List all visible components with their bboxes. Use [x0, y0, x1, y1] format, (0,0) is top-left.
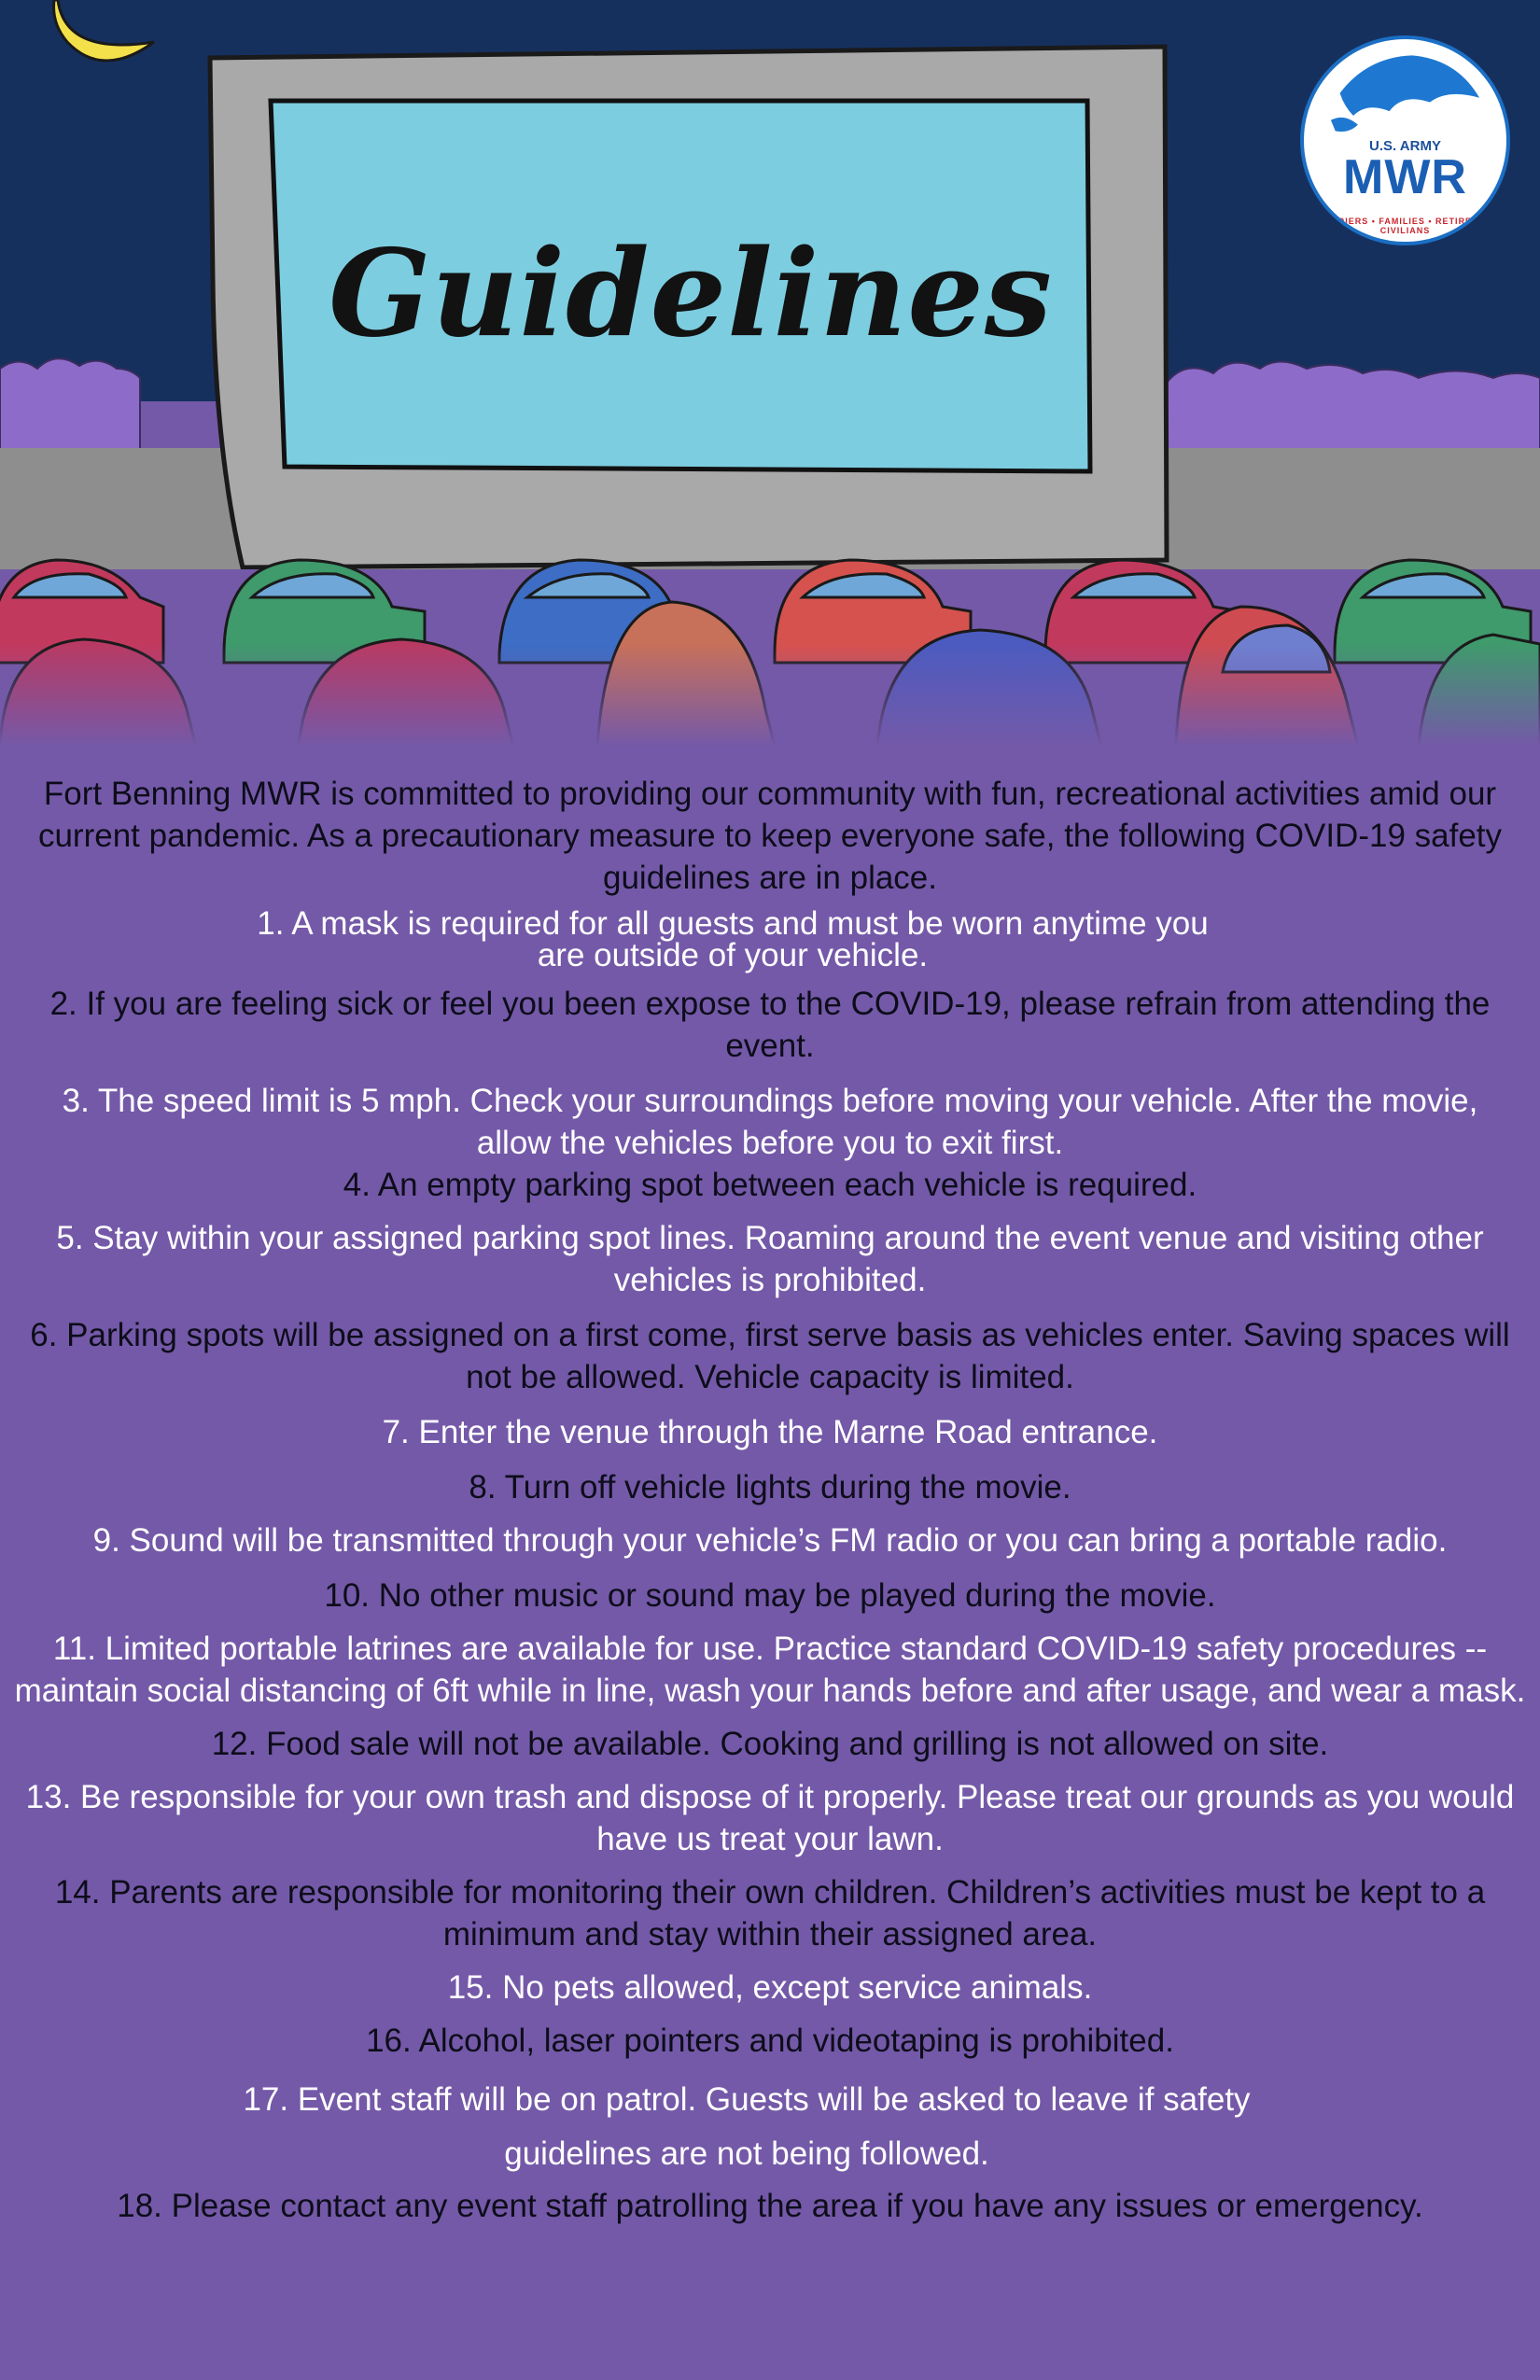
- guideline-item-5: 5. Stay within your assigned parking spot lines. Roaming around the event venue and visiting other vehicles is prohibited.: [56, 1220, 1484, 1298]
- intro-paragraph: Fort Benning MWR is committed to providing our community with fun, recreational activities amid our current pandemic. As a precautionary measure to keep everyone safe, the following COVID-19 safety guidelines are in place.: [37, 776, 1503, 896]
- logo-line-mwr: MWR: [1343, 150, 1467, 204]
- guideline-item-12: 12. Food sale will not be available. Cooking and grilling is not allowed on site.: [211, 1726, 1329, 1762]
- us-army-mwr-logo: [1300, 35, 1510, 245]
- guideline-item-13: 13. Be responsible for your own trash and dispose of it properly. Please treat our grounds as you would have us treat your lawn.: [25, 1779, 1515, 1857]
- guidelines-title: Guidelines: [329, 224, 1053, 364]
- guideline-item-8: 8. Turn off vehicle lights during the movie.: [469, 1469, 1071, 1505]
- guideline-item-2: 2. If you are feeling sick or feel you been expose to the COVID-19, please refrain from attending the event.: [49, 986, 1491, 1064]
- guideline-item-11: 11. Limited portable latrines are available for use. Practice standard COVID-19 safety procedures -- maintain social distancing of 6ft while in line, wash your hands before and after usage, and wear a mask.: [14, 1631, 1526, 1709]
- guideline-item-4: 4. An empty parking spot between each vehicle is required.: [343, 1167, 1197, 1203]
- scene-fade: [0, 644, 1540, 747]
- guideline-item-7: 7. Enter the venue through the Marne Road entrance.: [382, 1414, 1158, 1450]
- guideline-item-15: 15. No pets allowed, except service animals.: [447, 1969, 1093, 2006]
- logo-line-army: U.S. ARMY: [1369, 138, 1441, 154]
- guidelines-content: [0, 773, 1540, 2227]
- guideline-item-17: 17. Event staff will be on patrol. Guests will be asked to leave if safety guidelines are not being followed.: [243, 2081, 1251, 2172]
- logo-tagline: SOLDIERS • FAMILIES • RETIREES • CIVILIANS: [1318, 217, 1492, 235]
- guideline-item-9: 9. Sound will be transmitted through your vehicle’s FM radio or you can bring a portable radio.: [92, 1522, 1448, 1559]
- guideline-item-10: 10. No other music or sound may be played during the movie.: [324, 1577, 1216, 1614]
- guideline-item-6: 6. Parking spots will be assigned on a first come, first serve basis as vehicles enter. Saving spaces will not be allowed. Vehicle capacity is limited.: [30, 1317, 1510, 1395]
- guideline-item-16: 16. Alcohol, laser pointers and videotaping is prohibited.: [366, 2023, 1174, 2059]
- guideline-item-18: 18. Please contact any event staff patrolling the area if you have any issues or emergency.: [117, 2188, 1423, 2224]
- guideline-item-1: 1. A mask is required for all guests and must be worn anytime you are outside of your vehicle.: [257, 905, 1209, 973]
- guideline-item-3: 3. The speed limit is 5 mph. Check your surroundings before moving your vehicle. After the movie, allow the vehicles before you to exit first.: [62, 1083, 1478, 1161]
- guideline-item-14: 14. Parents are responsible for monitoring their own children. Children’s activities must be kept to a minimum and stay within their assigned area.: [54, 1874, 1486, 1953]
